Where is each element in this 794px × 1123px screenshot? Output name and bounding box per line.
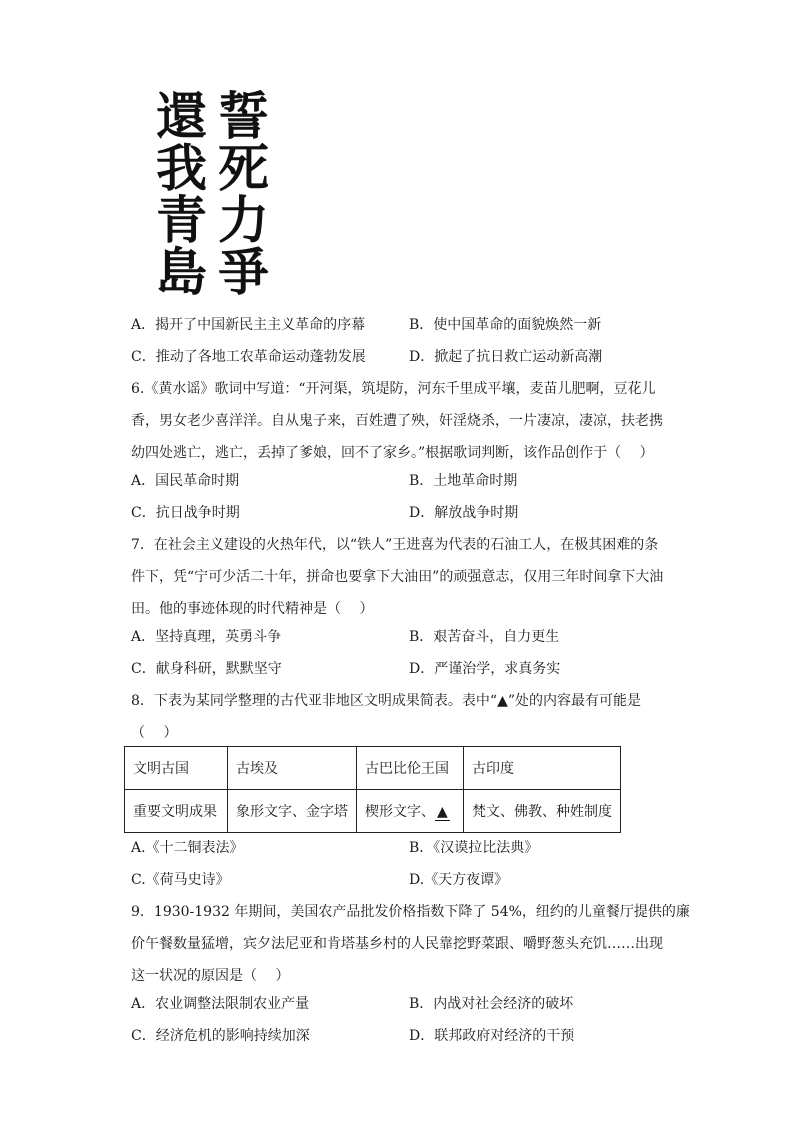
- option-text: 使中国革命的面貌焕然一新: [433, 317, 602, 333]
- table-cell: 梵文、佛教、种姓制度: [464, 790, 621, 833]
- option-text: 农业调整法限制农业产量: [155, 996, 310, 1012]
- table-cell: 重要文明成果: [125, 790, 228, 833]
- poster-char: 我: [156, 140, 208, 199]
- option-letter: D．: [409, 661, 435, 677]
- table-row: [125, 747, 621, 790]
- q6-option-b[interactable]: [409, 471, 517, 491]
- q6-stem: [131, 373, 663, 469]
- q7-stem-line: 7．在社会主义建设的火热年代，以“铁人”王进喜为代表的石油工人，在极其困难的条: [131, 537, 659, 553]
- option-letter: B．: [409, 473, 434, 489]
- option-letter: C．: [131, 505, 156, 521]
- option-text: 揭开了中国新民主主义革命的序幕: [155, 317, 366, 333]
- q8-stem: [131, 685, 663, 749]
- q8-stem-line: （ ）: [131, 725, 178, 741]
- q6-option-c[interactable]: [131, 503, 240, 523]
- q7-stem-line: 田。他的事迹体现的时代精神是（ ）: [131, 601, 374, 617]
- option-letter: D．: [409, 505, 435, 521]
- q7-stem: [131, 529, 663, 625]
- option-letter: A．: [131, 629, 156, 645]
- q9-option-c[interactable]: [131, 1026, 310, 1046]
- option-letter: C．: [131, 661, 156, 677]
- q8-option-a[interactable]: [131, 838, 244, 858]
- option-text: 艰苦奋斗，自力更生: [433, 629, 560, 645]
- option-letter: C.: [131, 872, 146, 888]
- poster-char: 死: [218, 140, 270, 199]
- option-letter: A．: [131, 317, 156, 333]
- table-cell-text: 楔形文字、: [365, 804, 435, 820]
- q9-stem: [131, 896, 690, 992]
- option-text: 抗日战争时期: [155, 505, 240, 521]
- table-cell: [357, 790, 464, 833]
- option-text: 《天方夜谭》: [424, 872, 509, 888]
- option-text: 解放战争时期: [434, 505, 519, 521]
- poster-right-column: [218, 88, 270, 303]
- q6-stem-line: 幼四处逃亡，逃亡，丢掉了爹娘，回不了家乡。”根据歌词判断，该作品创作于（ ）: [131, 445, 654, 461]
- table-cell: 古巴比伦王国: [357, 747, 464, 790]
- q6-stem-line: 6.《黄水谣》歌词中写道：“开河渠，筑堤防，河东千里成平壤，麦苗儿肥啊，豆花儿: [131, 381, 656, 397]
- option-letter: B．: [409, 317, 434, 333]
- option-text: 经济危机的影响持续加深: [155, 1028, 310, 1044]
- option-letter: D．: [409, 349, 435, 365]
- blank-marker: ▲: [437, 804, 448, 820]
- option-text: 国民革命时期: [155, 473, 240, 489]
- poster-char: 誓: [218, 88, 270, 147]
- q9-stem-line: 价午餐数量猛增，宾夕法尼亚和肯塔基乡村的人民靠挖野菜跟、嚼野葱头充饥……出现: [131, 936, 663, 952]
- q7-option-d[interactable]: [409, 659, 560, 679]
- option-text: 土地革命时期: [433, 473, 518, 489]
- option-letter: A．: [131, 996, 156, 1012]
- poster-char: 青: [156, 192, 208, 251]
- q9-option-b[interactable]: [409, 994, 573, 1014]
- option-letter: B．: [409, 840, 434, 856]
- table-cell: 古印度: [464, 747, 621, 790]
- table-cell: 文明古国: [125, 747, 228, 790]
- q6-option-d[interactable]: [409, 503, 518, 523]
- q9-option-d[interactable]: [409, 1026, 574, 1046]
- poster-left-column: [156, 88, 208, 303]
- option-letter: D.: [409, 872, 425, 888]
- option-text: 内战对社会经济的破坏: [433, 996, 574, 1012]
- option-text: 《十二铜表法》: [145, 840, 244, 856]
- q5-option-c[interactable]: [131, 347, 366, 367]
- q7-option-b[interactable]: [409, 627, 559, 647]
- q9-stem-line: 9．1930-1932 年期间，美国农产品批发价格指数下降了 54%，纽约的儿童餐厅提供的廉: [131, 904, 690, 920]
- option-text: 掀起了抗日救亡运动新高潮: [434, 349, 603, 365]
- table-row: [125, 790, 621, 833]
- q8-option-b[interactable]: [409, 838, 538, 858]
- table-cell: 象形文字、金字塔: [228, 790, 357, 833]
- option-letter: A．: [131, 473, 156, 489]
- poster-char: 力: [218, 192, 270, 251]
- option-letter: C．: [131, 349, 156, 365]
- option-text: 《汉谟拉比法典》: [433, 840, 539, 856]
- option-text: 严谨治学，求真务实: [434, 661, 561, 677]
- option-letter: B．: [409, 629, 434, 645]
- option-letter: D．: [409, 1028, 435, 1044]
- q8-option-d[interactable]: [409, 870, 508, 890]
- table-cell: 古埃及: [228, 747, 357, 790]
- option-text: 坚持真理，英勇斗争: [155, 629, 282, 645]
- q6-stem-line: 香，男女老少喜洋洋。自从鬼子来，百姓遭了殃，奸淫烧杀，一片凄凉，凄凉，扶老携: [131, 413, 663, 429]
- q8-option-c[interactable]: [131, 870, 230, 890]
- q6-option-a[interactable]: [131, 471, 239, 491]
- q7-option-a[interactable]: [131, 627, 281, 647]
- poster-char: 爭: [218, 244, 270, 303]
- option-text: 推动了各地工农革命运动蓬勃发展: [155, 349, 366, 365]
- poster-char: 島: [156, 244, 208, 303]
- q8-stem-line: 8．下表为某同学整理的古代亚非地区文明成果简表。表中“▲”处的内容最有可能是: [131, 693, 641, 709]
- q5-option-b[interactable]: [409, 315, 601, 335]
- poster-char: 還: [156, 88, 208, 147]
- q7-option-c[interactable]: [131, 659, 282, 679]
- q5-option-a[interactable]: [131, 315, 365, 335]
- q7-stem-line: 件下，凭“宁可少活二十年，拼命也要拿下大油田”的顽强意志，仅用三年时间拿下大油: [131, 569, 664, 585]
- option-letter: C．: [131, 1028, 156, 1044]
- q9-option-a[interactable]: [131, 994, 309, 1014]
- option-letter: B．: [409, 996, 434, 1012]
- option-letter: A.: [131, 840, 146, 856]
- civilization-table: [124, 746, 621, 833]
- q9-stem-line: 这一状况的原因是（ ）: [131, 968, 290, 984]
- slogan-poster-image: [156, 88, 282, 304]
- option-text: 联邦政府对经济的干预: [434, 1028, 575, 1044]
- option-text: 《荷马史诗》: [145, 872, 230, 888]
- q5-option-d[interactable]: [409, 347, 602, 367]
- option-text: 献身科研，默默坚守: [155, 661, 282, 677]
